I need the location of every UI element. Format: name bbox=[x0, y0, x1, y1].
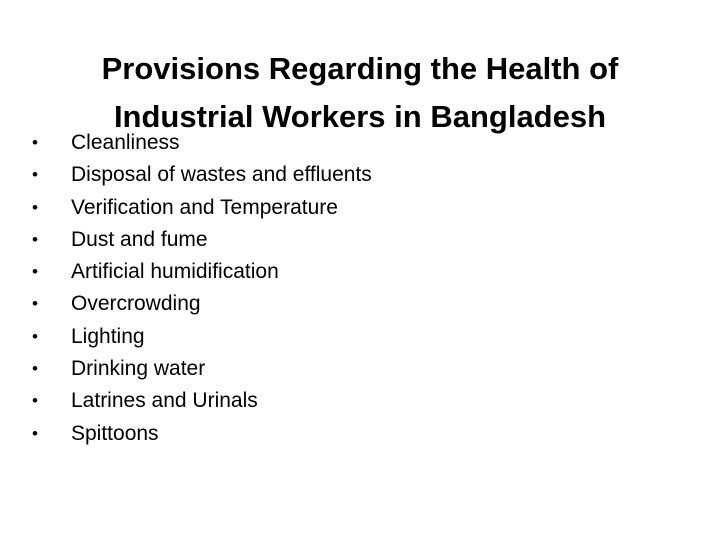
bullet-icon: • bbox=[32, 262, 38, 282]
list-item-label: Cleanliness bbox=[71, 131, 180, 154]
bullet-icon: • bbox=[32, 359, 38, 379]
list-item bbox=[28, 192, 688, 224]
bullet-icon: • bbox=[32, 391, 38, 411]
bullet-icon: • bbox=[32, 133, 38, 152]
bullet-icon: • bbox=[32, 229, 38, 249]
list-item bbox=[28, 385, 688, 417]
list-item-label: Lighting bbox=[71, 324, 145, 348]
bullet-list bbox=[28, 127, 688, 450]
list-item-label: Overcrowding bbox=[71, 292, 201, 316]
list-item-label: Verification and Temperature bbox=[71, 195, 338, 219]
list-item bbox=[28, 127, 688, 159]
bullet-icon: • bbox=[32, 326, 38, 346]
list-item-label: Latrines and Urinals bbox=[71, 389, 258, 413]
bullet-icon: • bbox=[32, 197, 38, 217]
title-line-1: Provisions Regarding the Health of bbox=[101, 50, 619, 86]
list-item bbox=[28, 321, 688, 353]
list-item bbox=[28, 418, 688, 450]
bullet-icon: • bbox=[32, 294, 38, 314]
list-item bbox=[28, 288, 688, 320]
list-item bbox=[28, 224, 688, 256]
list-item-label: Dust and fume bbox=[71, 227, 208, 251]
list-item-label: Artificial humidification bbox=[71, 260, 279, 284]
list-item-label: Disposal of wastes and effluents bbox=[71, 163, 372, 187]
list-item-label: Spittoons bbox=[71, 421, 159, 445]
bullet-icon: • bbox=[32, 165, 38, 185]
list-item bbox=[28, 159, 688, 191]
list-item bbox=[28, 256, 688, 288]
list-item bbox=[28, 353, 688, 385]
title-line-2: Industrial Workers in Bangladesh bbox=[113, 98, 607, 134]
list-item-label: Drinking water bbox=[71, 357, 206, 381]
bullet-icon: • bbox=[32, 423, 38, 443]
